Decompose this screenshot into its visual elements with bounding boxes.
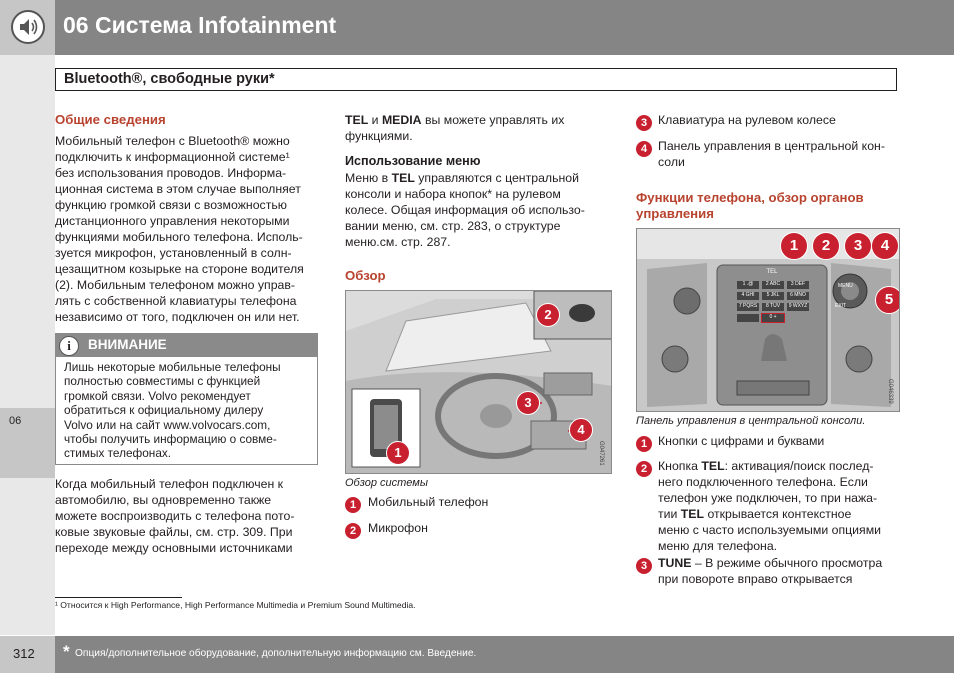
text-line: функцию громкой связи с возможностью: [55, 198, 287, 212]
text-line: ционная система в этом случае выполняет: [55, 182, 301, 196]
text-span: Кнопка: [658, 459, 702, 473]
keypad-key: 2 ABC: [762, 281, 784, 289]
text-line: консоли и набора кнопок* на рулевом: [345, 187, 561, 201]
text-line: соли: [658, 155, 685, 169]
text-span: и: [368, 113, 382, 127]
text-bold: TEL: [345, 113, 369, 127]
text-line: Лишь некоторые мобильные телефоны: [64, 360, 281, 374]
keypad: [737, 281, 809, 322]
text-line: переходе между основными источниками: [55, 541, 293, 555]
text-line: меню.см. стр. 287.: [345, 235, 451, 249]
text-line: цезащитном козырьке на стороне водителя: [55, 262, 304, 276]
section-title: Bluetooth®, свободные руки*: [64, 71, 275, 87]
text-line: функциями мобильного телефона. Исполь-: [55, 230, 303, 244]
figure-system-overview: [345, 290, 612, 474]
warning-header: [56, 334, 317, 357]
section-title-box: [55, 68, 897, 91]
callout-4: 4: [569, 418, 593, 442]
text-bold: TEL: [701, 459, 725, 473]
text-line: вании меню, см. стр. 283, о структуре: [345, 219, 561, 233]
keypad-key: 3 DEF: [787, 281, 809, 289]
text-line: стимых телефонах.: [64, 446, 172, 461]
keypad-key: [737, 314, 759, 322]
heading-overview: Обзор: [345, 268, 386, 283]
keypad-key: 0 +: [762, 314, 784, 322]
list-item-text: [658, 138, 885, 170]
keypad-key: 7 PQRS: [738, 303, 758, 309]
callout-4: 4: [871, 232, 899, 260]
chapter-tab: [0, 408, 55, 478]
text-line: функциями.: [345, 129, 413, 143]
list-item-text: [658, 555, 903, 587]
text-line: меню с часто используемыми опциями: [658, 523, 882, 537]
callout-3: 3: [516, 391, 540, 415]
text-span: Меню в: [345, 171, 392, 185]
col1-paragraph2: [55, 476, 325, 556]
figure-caption: Панель управления в центральной консоли.: [636, 415, 866, 427]
speaker-icon: [11, 10, 45, 44]
text-span: управляются с центральной: [414, 171, 579, 185]
text-line: при повороте вправо открывается: [658, 572, 853, 586]
exit-label: EXIT: [835, 303, 847, 309]
text-line: Панель управления в центральной кон-: [658, 139, 885, 153]
text-span: открывается контекстное: [704, 507, 852, 521]
footer-star: *: [63, 642, 70, 661]
callout-5: 5: [875, 286, 900, 314]
menu-label: MENU: [838, 283, 853, 289]
list-item-text: [658, 458, 903, 554]
text-line: ковые звуковые файлы, см. стр. 309. При: [55, 525, 293, 539]
text-line: независимо от того, подключен он или нет.: [55, 310, 300, 324]
list-number: 4: [636, 141, 652, 157]
footnote-divider: [55, 597, 182, 598]
car-interior-illustration: [346, 291, 612, 474]
figure-code: G047261: [598, 441, 604, 466]
heading-general: Общие сведения: [55, 112, 166, 127]
keypad-key: 4 GHI: [737, 292, 759, 300]
text-span: – В режиме обычного просмотра: [691, 556, 883, 570]
text-line: меню для телефона.: [658, 539, 778, 553]
text-line: дистанционного управления некоторыми: [55, 214, 290, 228]
text-line: полностью совместимы с функцией: [64, 374, 261, 389]
list-number: 1: [636, 436, 652, 452]
col2-intro: [345, 112, 615, 144]
figure-control-panel: [636, 228, 900, 412]
list-number: 3: [636, 115, 652, 131]
text-line: Мобильный телефон с Bluetooth® можно: [55, 134, 290, 148]
list-number: 3: [636, 558, 652, 574]
footer-text: Опция/дополнительное оборудование, дополнительную информацию см. Введение.: [75, 648, 477, 659]
page-number: 312: [13, 646, 35, 661]
text-line: чтобы получить информацию о совме-: [64, 432, 277, 447]
text-line: автомобилю, вы одновременно также: [55, 493, 272, 507]
warning-box: [55, 333, 318, 465]
keypad-key: 1 .@: [737, 281, 759, 289]
callout-2: 2: [812, 232, 840, 260]
list-item-text: Клавиатура на рулевом колесе: [658, 113, 836, 127]
text-line: (2). Мобильным телефоном можно управ-: [55, 278, 296, 292]
warning-text: [64, 360, 314, 461]
info-icon: i: [59, 336, 79, 356]
figure-caption: Обзор системы: [345, 477, 428, 489]
text-line: лять с собственной клавиатуры телефона: [55, 294, 297, 308]
col1-paragraph1: [55, 133, 325, 325]
text-line: Функции телефона, обзор органов: [636, 190, 864, 205]
text-line: управления: [636, 206, 714, 221]
footer-bar: [55, 636, 954, 673]
text-line: телефон уже подключен, то при нажа-: [658, 491, 878, 505]
footnote: ¹ Относится к High Performance, High Performance Multimedia и Premium Sound Multimedia.: [55, 600, 416, 610]
list-item-text: Кнопки с цифрами и буквами: [658, 434, 825, 448]
text-line: можете воспроизводить с телефона пото-: [55, 509, 295, 523]
text-line: Volvo или на сайт www.volvocars.com,: [64, 417, 271, 432]
text-bold: TEL: [680, 507, 705, 521]
text-span: вы можете управлять их: [421, 113, 565, 127]
callout-3: 3: [844, 232, 872, 260]
text-span: : активация/поиск послед-: [724, 459, 874, 473]
keypad-key: 5 JKL: [762, 292, 784, 300]
callout-1: 1: [386, 441, 410, 465]
text-line: зуется микрофон, установленный в солн-: [55, 246, 292, 260]
text-line: без использования проводов. Информа-: [55, 166, 287, 180]
list-number: 2: [636, 461, 652, 477]
text-bold: TUNE: [658, 556, 692, 570]
text-bold: MEDIA: [381, 113, 422, 127]
heading-menu-usage: Использование меню: [345, 154, 481, 168]
list-item-text: Мобильный телефон: [368, 495, 489, 509]
list-number: 1: [345, 497, 361, 513]
text-bold: TEL: [391, 171, 415, 185]
page-title: 06 Система Infotainment: [63, 12, 337, 38]
list-item-text: Микрофон: [368, 521, 428, 535]
list-number: 2: [345, 523, 361, 539]
text-line: обратиться к официальному дилеру: [64, 403, 264, 418]
page-number-box: [0, 636, 55, 673]
callout-2: 2: [536, 303, 560, 327]
text-line: колесе. Общая информация об использо-: [345, 203, 585, 217]
chapter-number: 06: [9, 415, 22, 427]
keypad-key: 8 TUV: [762, 303, 784, 311]
figure-code: G046339: [887, 379, 893, 404]
text-line: него подключенного телефона. Если: [658, 475, 868, 489]
heading-phone-functions: [636, 190, 864, 222]
text-span: тии: [658, 507, 681, 521]
sidebar: [0, 55, 55, 635]
text-line: подключить к информационной системе¹: [55, 150, 290, 164]
keypad-key: 6 MNO: [787, 292, 809, 300]
keypad-key: 9 WXYZ: [788, 303, 808, 309]
text-line: громкой связи. Volvo рекомендует: [64, 388, 251, 403]
warning-title: ВНИМАНИЕ: [88, 337, 167, 352]
tel-key-label: TEL: [766, 269, 778, 275]
col2-menu-text: [345, 170, 615, 250]
callout-1: 1: [780, 232, 808, 260]
text-line: Когда мобильный телефон подключен к: [55, 477, 284, 491]
